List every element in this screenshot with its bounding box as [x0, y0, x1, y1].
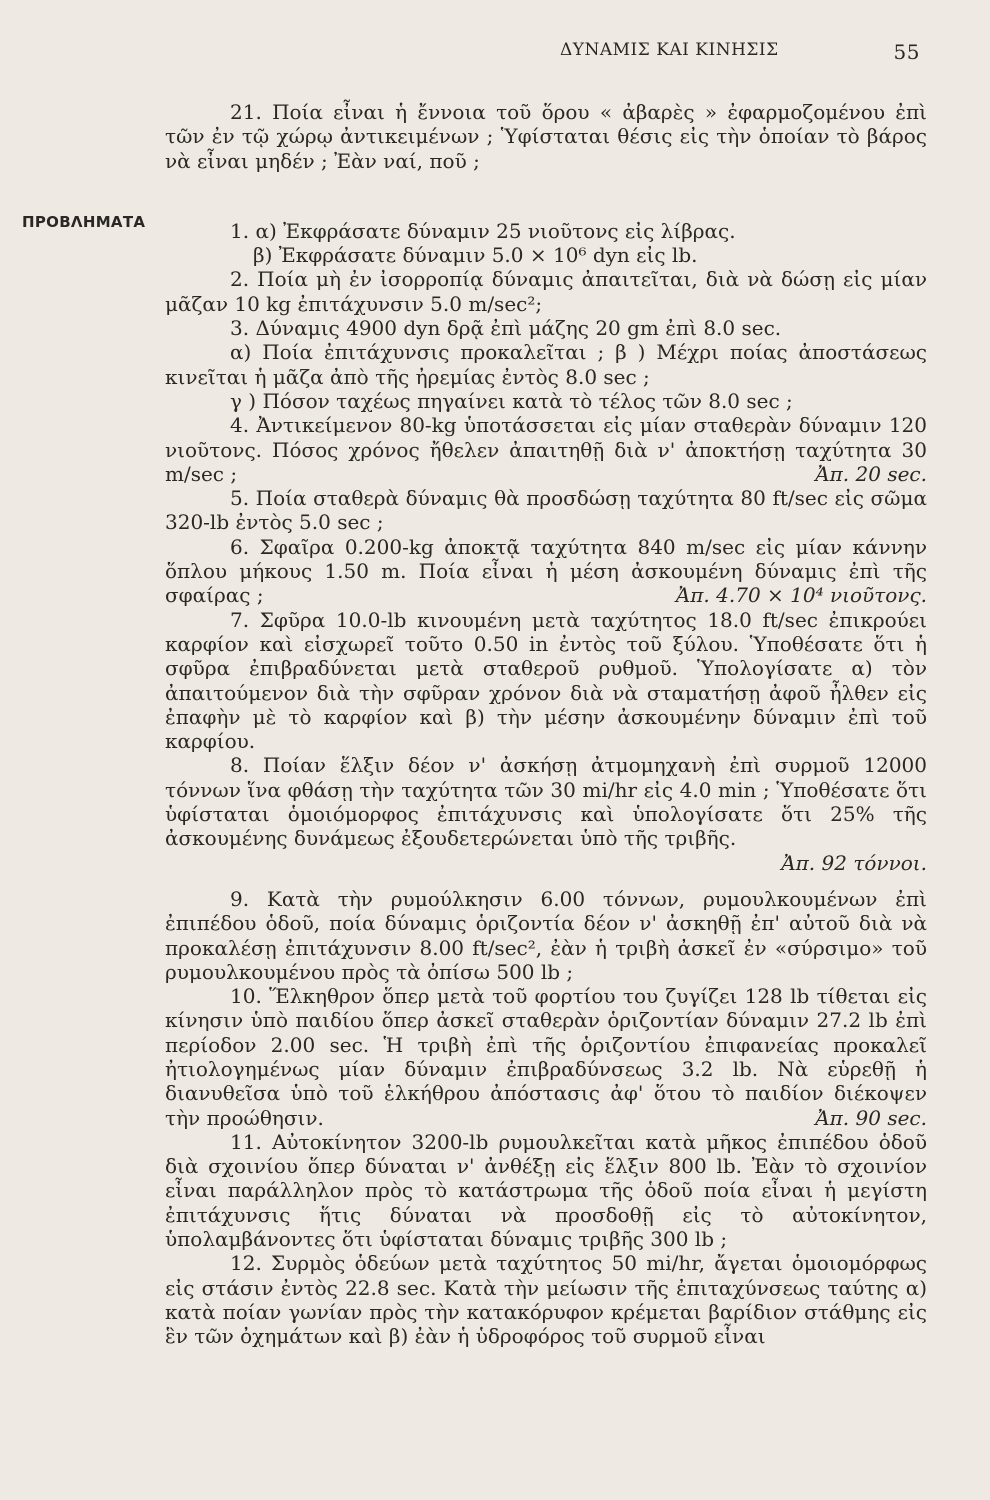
problem-9: 9. Κατὰ τὴν ρυμούλκησιν 6.00 τόννων, ρυμουλκουμένων ἐπὶ ἐπιπέδου ὁδοῦ, ποία δύναμις ὁριζοντία δέον ν' ἀσκηθῇ ἐπ' αὐτοῦ διὰ νὰ προκαλέσῃ ἐπιτάχυνσιν 8.00 ft/sec², ἐὰν ἡ τριβὴ ἀσκεῖ ἐν «σύρσιμο» τοῦ ρυμουλκουμένου πρὸς τὰ ὀπίσω 500 lb ;	[165, 886, 927, 984]
problem-3ab: α) Ποία ἐπιτάχυνσις προκαλεῖται ; β ) Μέχρι ποίας ἀποστάσεως κινεῖται ἡ μᾶζα ἀπὸ τῆς ἠρεμίας ἐντὸς 8.0 sec ;	[165, 340, 927, 389]
problem-5: 5. Ποία σταθερὰ δύναμις θὰ προσδώσῃ ταχύτητα 80 ft/sec εἰς σῶμα 320-lb ἐντὸς 5.0 sec ;	[165, 486, 927, 535]
problem-8-answer: Ἀπ. 92 τόννοι.	[781, 850, 927, 875]
header-title: ΔΥΝΑΜΙΣ ΚΑΙ ΚΙΝΗΣΙΣ	[560, 40, 779, 60]
problem-3c: γ ) Πόσον ταχέως πηγαίνει κατὰ τὸ τέλος τῶν 8.0 sec ;	[230, 388, 793, 413]
page-body	[165, 100, 927, 1349]
problem-4-answer: Ἀπ. 20 sec.	[815, 461, 927, 486]
problem-6-answer: Ἀπ. 4.70 × 10⁴ νιοῦτονς.	[675, 583, 927, 608]
problem-10-answer: Ἀπ. 90 sec.	[815, 1105, 927, 1130]
problem-10	[165, 984, 927, 1130]
problem-2: 2. Ποία μὴ ἐν ἰσορροπίᾳ δύναμις ἀπαιτεῖται, διὰ νὰ δώσῃ εἰς μίαν μᾶζαν 10 kg ἐπιτάχυνσιν 5.0 m/sec²;	[165, 267, 927, 316]
problem-6	[165, 535, 927, 608]
problem-7: 7. Σφῦρα 10.0-lb κινουμένη μετὰ ταχύτητος 18.0 ft/sec ἐπικρούει καρφίον καὶ εἰσχωρεῖ τοῦτο 0.50 in ἐντὸς τοῦ ξύλου. Ὑποθέσατε ὅτι ἡ σφῦρα ἐπιβραδύνεται μετὰ σταθεροῦ ρυθμοῦ. Ὑπολογίσατε α) τὸν ἀπαιτούμενον διὰ τὴν σφῦραν χρόνον διὰ νὰ σταματήσῃ ἀφοῦ ἦλθεν εἰς ἐπαφὴν μὲ τὸ καρφίον καὶ β) τὴν μέσην ἀσκουμένην δύναμιν ἐπὶ τοῦ καρφίου.	[165, 607, 927, 754]
problem-4-text: 4. Ἀντικείμενον 80-kg ὑποτάσσεται εἰς μίαν σταθερὰν δύναμιν 120 νιοῦτονς. Πόσος χρόνος ἤθελεν ἀπαιτηθῇ διὰ ν' ἀποκτήσῃ ταχύτητα 30 m/sec ;	[165, 413, 927, 486]
problem-6-text: 6. Σφαῖρα 0.200-kg ἀποκτᾷ ταχύτητα 840 m/sec εἰς μίαν κάννην ὅπλου μήκους 1.50 m. Ποία εἶναι ἡ μέση ἀσκουμένη δύναμις ἐπὶ τῆς σφαίρας ;	[165, 534, 927, 608]
problem-3: 3. Δύναμις 4900 dyn δρᾷ ἐπὶ μάζης 20 gm ἐπὶ 8.0 sec.	[230, 316, 782, 341]
question-21: 21. Ποία εἶναι ἡ ἔννοια τοῦ ὅρου « ἀβαρὲς » ἐφαρμοζομένου ἐπὶ τῶν ἐν τῷ χώρῳ ἀντικειμένων ; Ὑφίσταται θέσις εἰς τὴν ὁποίαν τὸ βάρος νὰ εἶναι μηδέν ; Ἐὰν ναί, ποῦ ;	[165, 100, 927, 173]
section-label: ΠΡΟΒΛΗΜΑΤΑ	[22, 213, 146, 231]
problem-12: 12. Συρμὸς ὁδεύων μετὰ ταχύτητος 50 mi/hr, ἄγεται ὁμοιομόρφως εἰς στάσιν ἐντὸς 22.8 sec. Κατὰ τὴν μείωσιν τῆς ἐπιταχύνσεως ταύτης α) κατὰ ποίαν γωνίαν πρὸς τὴν κατακόρυφον κρέμεται βαρίδιον στάθμης εἰς ἓν τῶν ὀχημάτων καὶ β) ἐὰν ἡ ὑδροφόρος τοῦ συρμοῦ εἶναι	[165, 1251, 927, 1349]
problem-11: 11. Αὐτοκίνητον 3200-lb ρυμουλκεῖται κατὰ μῆκος ἐπιπέδου ὁδοῦ διὰ σχοινίου ὅπερ δύναται ν' ἀνθέξῃ εἰς ἕλξιν 800 lb. Ἐὰν τὸ σχοινίον εἶναι παράλληλον πρὸς τὸ κατάστρωμα τῆς ὁδοῦ ποία εἶναι ἡ μεγίστη ἐπιτάχυνσις ἥτις δύναται νὰ προσδοθῇ εἰς τὸ αὐτοκίνητον, ὑπολαμβάνοντες ὅτι ὑφίσταται δύναμις τριβῆς 300 lb ;	[165, 1129, 927, 1252]
page-number: 55	[893, 40, 920, 64]
problem-1b: β) Ἐκφράσατε δύναμιν 5.0 × 10⁶ dyn εἰς lb.	[253, 243, 698, 268]
problem-8: 8. Ποίαν ἕλξιν δέον ν' ἀσκήσῃ ἀτμομηχανὴ ἐπὶ συρμοῦ 12000 τόννων ἵνα φθάσῃ τὴν ταχύτητα τῶν 30 mi/hr εἰς 4.0 min ; Ὑποθέσατε ὅτι ὑφίσταται ὁμοιόμορφος ἐπιτάχυνσις καὶ ὑπολογίσατε ὅτι 25% τῆς ἀσκουμένης δυνάμεως ἐξουδετερώνεται ὑπὸ τῆς τριβῆς.	[165, 753, 927, 851]
problem-4	[165, 413, 927, 486]
problem-1a: 1. α) Ἐκφράσατε δύναμιν 25 νιοῦτονς εἰς λίβρας.	[230, 218, 736, 243]
problem-10-text: 10. Ἕλκηθρον ὅπερ μετὰ τοῦ φορτίου του ζυγίζει 128 lb τίθεται εἰς κίνησιν ὑπὸ παιδίου ὅπερ ἀσκεῖ σταθερὰν ὁριζοντίαν δύναμιν 27.2 lb ἐπὶ περίοδον 2.00 sec. Ἡ τριβὴ ἐπὶ τῆς ὁριζοντίου ἐπιφανείας προκαλεῖ ἠτιολογημένως μίαν δύναμιν ἐπιβραδύνσεως 3.2 lb. Νὰ εὑρεθῇ ἡ διανυθεῖσα ὑπὸ τοῦ ἑλκήθρου ἀπόστασις ἀφ' ὅτου τὸ παιδίον διέκοψεν τὴν προώθησιν.	[165, 984, 927, 1130]
